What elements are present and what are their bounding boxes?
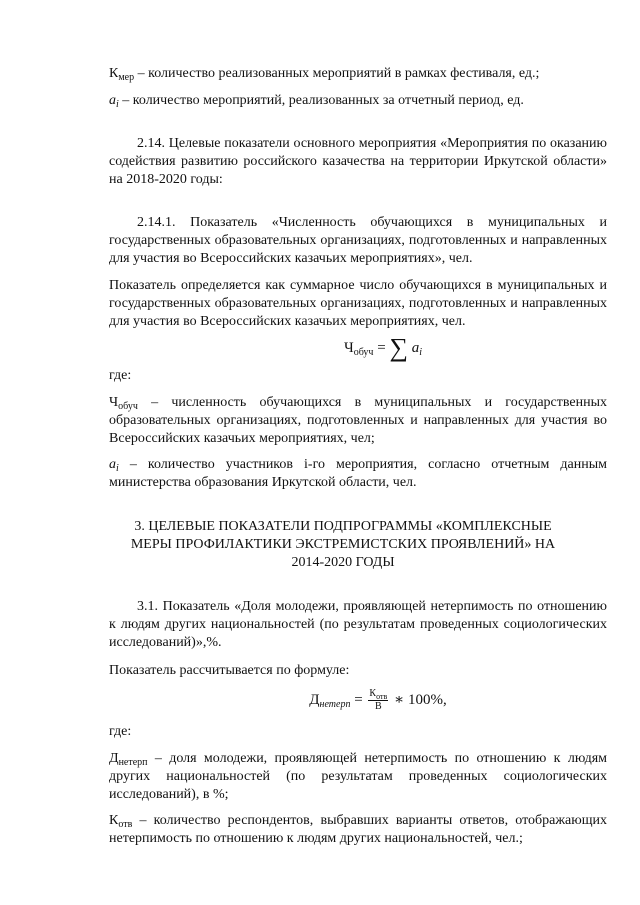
definition-a-i-participants-symbol: a bbox=[109, 457, 116, 472]
definition-k-otv-text: – количество респондентов, выбравших варианты ответов, отображающих нетерпимость по отношению к людям других национальностей, чел.; bbox=[109, 813, 607, 846]
fraction-numerator-subscript: отв bbox=[376, 692, 388, 701]
formula-ch-obuch-a-subscript: i bbox=[419, 347, 423, 358]
definition-d-neterp-text: – доля молодежи, проявляющей нетерпимость по отношению к людям других национальностей (по результатам проведенных социологических исследований), в %; bbox=[109, 751, 607, 802]
symbol-k-mer: К bbox=[109, 66, 119, 81]
definition-ch-obuch bbox=[109, 394, 607, 448]
fraction-numerator-symbol: К bbox=[369, 688, 377, 699]
where-label-2: где: bbox=[109, 724, 132, 739]
section-3-heading-line-2: МЕРЫ ПРОФИЛАКТИКИ ЭКСТРЕМИСТСКИХ ПРОЯВЛЕНИЙ» НА bbox=[130, 537, 556, 552]
section-3-heading bbox=[69, 518, 617, 572]
symbol-a-i-subscript: i bbox=[116, 99, 119, 110]
section-3-heading-line-1: 3. ЦЕЛЕВЫЕ ПОКАЗАТЕЛИ ПОДПРОГРАММЫ «КОМПЛЕКСНЫЕ bbox=[134, 519, 552, 534]
definition-d-neterp-subscript: нетерп bbox=[118, 757, 148, 768]
fraction-denominator: В bbox=[375, 701, 382, 712]
formula-d-neterp-equals: = bbox=[350, 691, 367, 708]
definition-d-neterp bbox=[109, 750, 607, 804]
definition-a-i-participants-subscript: i bbox=[116, 463, 119, 474]
definition-a-i bbox=[109, 92, 607, 110]
where-label-1: где: bbox=[109, 368, 132, 383]
formula-ch-obuch-a: a bbox=[411, 340, 420, 356]
paragraph-indicator-description: Показатель определяется как суммарное число обучающихся в муниципальных и государственных образовательных организациях, подготовленных и направленных для участия во Всероссийских казачьих мероприятиях, чел. bbox=[109, 278, 607, 329]
definition-k-mer bbox=[109, 65, 607, 83]
definition-k-mer-text: – количество реализованных мероприятий в рамках фестиваля, ед.; bbox=[134, 66, 540, 81]
paragraph-2-14: 2.14. Целевые показатели основного мероприятия «Мероприятия по оказанию содействия развитию российского казачества на территории Иркутской области» на 2018-2020 годы: bbox=[109, 136, 607, 187]
definition-k-otv bbox=[109, 812, 607, 848]
document-page bbox=[109, 60, 607, 848]
section-3-heading-line-3: 2014-2020 ГОДЫ bbox=[291, 555, 395, 570]
paragraph-2-14-1: 2.14.1. Показатель «Численность обучающихся в муниципальных и государственных образовательных организациях, подготовленных и направленных для участия во Всероссийских казачьих мероприятиях», чел. bbox=[109, 215, 607, 266]
formula-d-neterp-tail: ∗ 100%, bbox=[390, 691, 447, 708]
fraction bbox=[368, 688, 388, 713]
symbol-a-i: a bbox=[109, 93, 116, 108]
paragraph-3-1: 3.1. Показатель «Доля молодежи, проявляющей нетерпимость по отношению к людям других национальностей (по результатам проведенных социологических исследований)»,%. bbox=[109, 599, 607, 650]
definition-a-i-text: – количество мероприятий, реализованных за отчетный период, ед. bbox=[118, 93, 524, 108]
definition-a-i-participants-text: – количество участников i-го мероприятия, согласно отчетным данным министерства образования Иркутской области, чел. bbox=[109, 457, 607, 490]
formula-ch-obuch-lhs-subscript: обуч bbox=[353, 347, 374, 358]
formula-d-neterp-lhs: Д bbox=[309, 691, 320, 708]
definition-ch-obuch-symbol: Ч bbox=[109, 395, 119, 410]
definition-ch-obuch-subscript: обуч bbox=[118, 401, 138, 412]
definition-d-neterp-symbol: Д bbox=[109, 751, 119, 766]
formula-d-neterp-lhs-subscript: нетерп bbox=[319, 698, 351, 710]
definition-a-i-participants bbox=[109, 456, 607, 492]
symbol-k-mer-subscript: мер bbox=[118, 72, 135, 83]
formula-ch-obuch bbox=[109, 333, 607, 362]
formula-ch-obuch-equals: = bbox=[373, 340, 390, 356]
definition-ch-obuch-text: – численность обучающихся в муниципальных и государственных образовательных организациях, подготовленных и направленных для участия во Всероссийских казачьих мероприятиях, чел; bbox=[109, 395, 607, 446]
calc-formula-intro: Показатель рассчитывается по формуле: bbox=[109, 663, 350, 678]
definition-k-otv-subscript: отв bbox=[118, 819, 133, 830]
formula-ch-obuch-lhs: Ч bbox=[343, 340, 354, 356]
formula-d-neterp bbox=[109, 688, 607, 713]
definition-k-otv-symbol: К bbox=[109, 813, 119, 828]
fraction-numerator bbox=[368, 688, 388, 701]
sum-symbol: ∑ bbox=[389, 333, 408, 362]
